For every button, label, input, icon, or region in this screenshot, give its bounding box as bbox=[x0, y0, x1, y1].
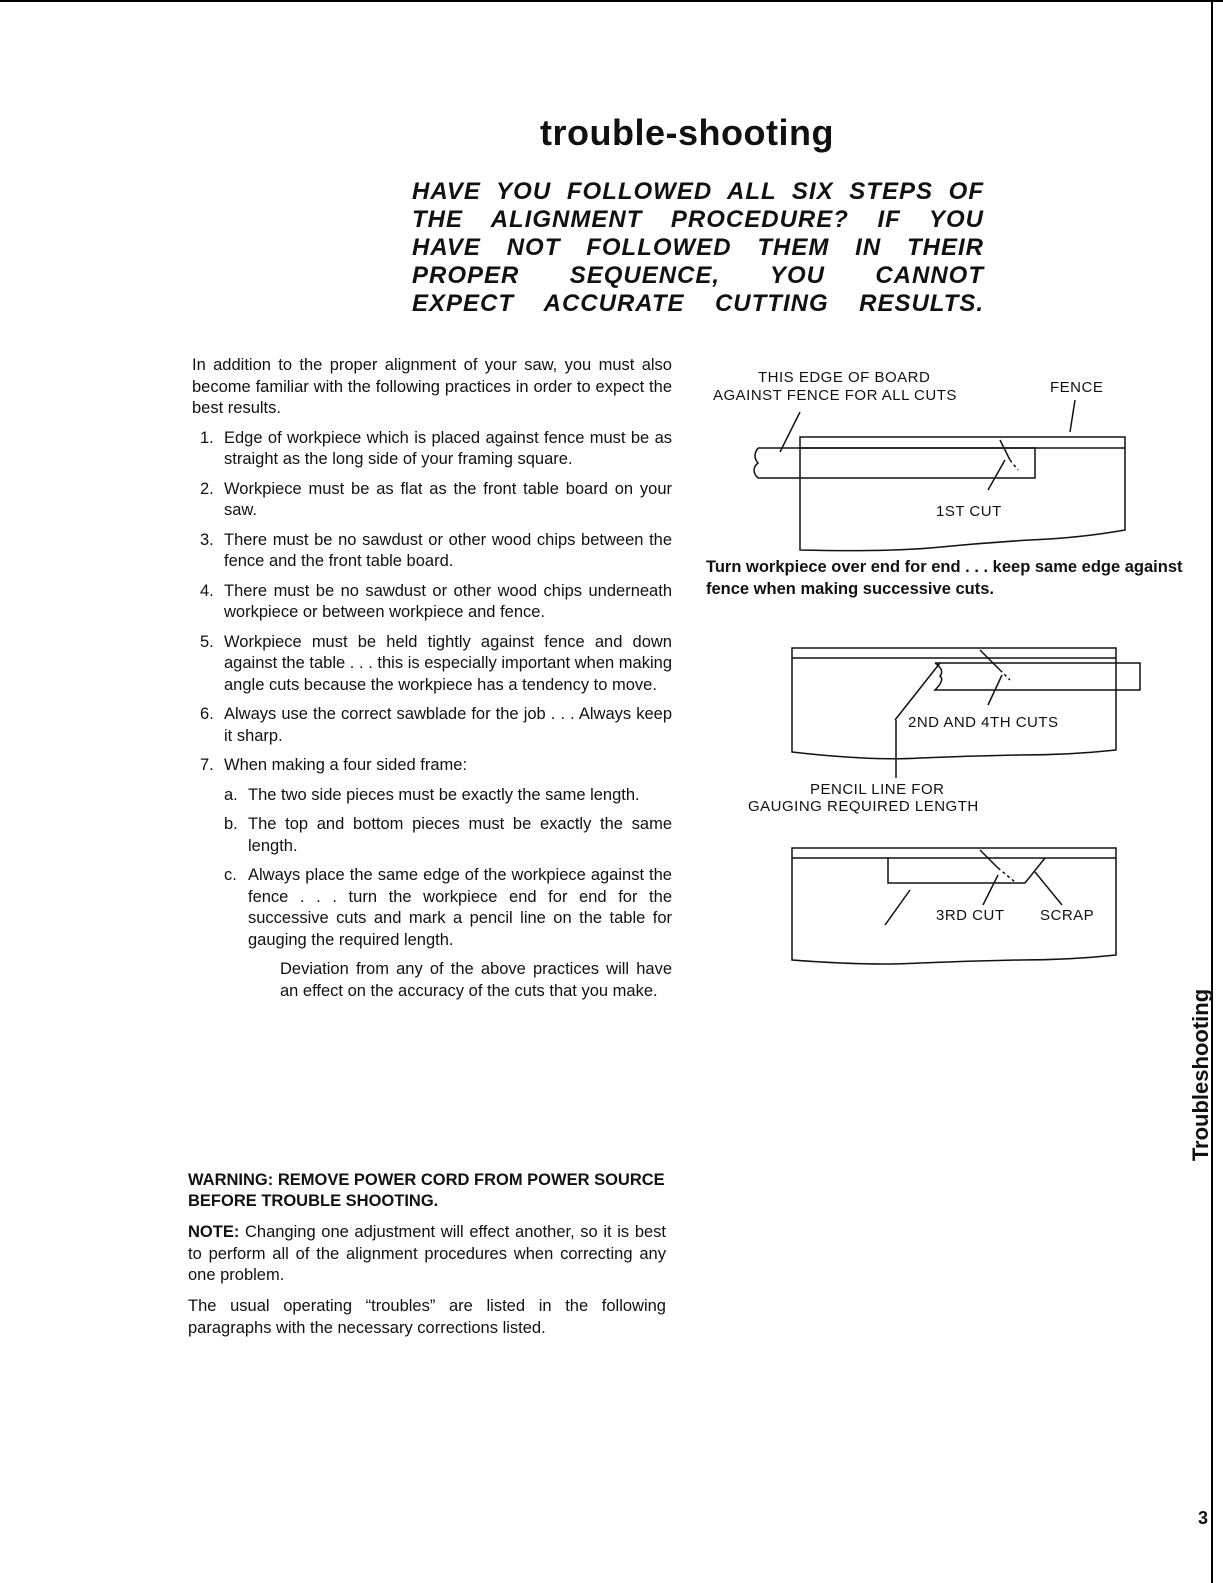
list-item bbox=[192, 632, 672, 697]
note-text: Changing one adjustment will effect another, so it is best to perform all of the alignment procedures when correcting any one problem. bbox=[188, 1223, 666, 1284]
diagram-label: THIS EDGE OF BOARD bbox=[758, 369, 931, 386]
list-item bbox=[192, 530, 672, 573]
list-item bbox=[192, 581, 672, 624]
item-number: 4. bbox=[200, 581, 214, 600]
sub-item-letter: a. bbox=[224, 785, 238, 804]
cut-leader bbox=[988, 460, 1005, 490]
note-paragraph bbox=[188, 1222, 666, 1287]
item-number: 1. bbox=[200, 428, 214, 447]
intro-line: EXPECT ACCURATE CUTTING RESULTS. bbox=[412, 290, 984, 317]
warning-text: WARNING: REMOVE POWER CORD FROM POWER SOURCE BEFORE TROUBLE SHOOTING. bbox=[188, 1171, 665, 1210]
sub-list-item bbox=[224, 814, 672, 857]
sub-item-letter: b. bbox=[224, 815, 238, 833]
scrap-label: SCRAP bbox=[1040, 907, 1095, 924]
blade-mark bbox=[980, 650, 1000, 670]
section-tab bbox=[1184, 988, 1218, 1162]
item-number: 2. bbox=[200, 479, 214, 498]
sub-list-item bbox=[224, 785, 672, 807]
fence-label: FENCE bbox=[1050, 379, 1104, 396]
scrap-leader bbox=[1035, 872, 1062, 905]
intro-line: THE ALIGNMENT PROCEDURE? IF YOU bbox=[412, 206, 984, 233]
sub-item-text: The top and bottom pieces must be exactly the same length. bbox=[248, 815, 672, 855]
list-item bbox=[192, 755, 672, 1002]
angle-line bbox=[885, 890, 910, 925]
sub-item-letter: c. bbox=[224, 866, 237, 884]
page-title: trouble-shooting bbox=[540, 112, 834, 153]
sub-list-item bbox=[224, 865, 672, 951]
table-outline bbox=[800, 437, 1125, 551]
item-text: There must be no sawdust or other wood chips between the fence and the front table board. bbox=[224, 530, 672, 570]
blade-mark bbox=[980, 850, 998, 868]
cut-label: 2ND AND 4TH CUTS bbox=[908, 714, 1059, 731]
cutting-diagrams bbox=[700, 360, 1200, 980]
item-number: 6. bbox=[200, 705, 214, 723]
usual-troubles-paragraph: The usual operating “troubles” are listed in the following paragraphs with the necessary corrections listed. bbox=[188, 1297, 666, 1337]
intro-line: PROPER SEQUENCE, YOU CANNOT bbox=[412, 262, 984, 289]
blade-mark bbox=[998, 868, 1015, 882]
blade-mark bbox=[1010, 460, 1018, 470]
blade-mark bbox=[1000, 440, 1010, 460]
intro-warning bbox=[412, 178, 984, 318]
item-text: Always use the correct sawblade for the job . . . Always keep it sharp. bbox=[224, 705, 672, 745]
table-outline bbox=[792, 648, 1116, 759]
diagram-first-cut bbox=[754, 400, 1125, 551]
page-right-rule bbox=[1211, 0, 1213, 1583]
lead-paragraph: In addition to the proper alignment of your saw, you must also become familiar with the following practices in order to expect the best results. bbox=[192, 356, 672, 417]
workpiece bbox=[935, 663, 1140, 690]
sub-item-text: Always place the same edge of the workpiece against the fence . . . turn the workpiece end for end for the successive cuts and mark a pencil line on the table for gauging the required length. bbox=[248, 866, 672, 949]
table-outline bbox=[792, 848, 1116, 964]
cut-label: 1ST CUT bbox=[936, 503, 1002, 520]
intro-line: HAVE YOU FOLLOWED ALL SIX STEPS OF bbox=[412, 178, 984, 205]
section-tab-label: Troubleshooting bbox=[1188, 988, 1214, 1162]
frame-sublist bbox=[224, 785, 672, 952]
practices-list bbox=[192, 428, 672, 1003]
item-number: 5. bbox=[200, 632, 214, 651]
angle-line bbox=[895, 663, 940, 720]
pencil-label: GAUGING REQUIRED LENGTH bbox=[748, 798, 979, 815]
intro-line: HAVE NOT FOLLOWED THEM IN THEIR bbox=[412, 234, 984, 261]
item-text: Edge of workpiece which is placed against fence must be as straight as the long side of your framing square. bbox=[224, 428, 672, 468]
list-item bbox=[192, 479, 672, 522]
practices-section bbox=[192, 355, 672, 1010]
page-number: 3 bbox=[1198, 1508, 1209, 1528]
list-item bbox=[192, 704, 672, 747]
cut-label: 3RD CUT bbox=[936, 907, 1005, 924]
note-label: NOTE: bbox=[188, 1223, 240, 1241]
diagram-label: AGAINST FENCE FOR ALL CUTS bbox=[713, 387, 957, 404]
diagram-third-cut bbox=[792, 848, 1116, 964]
item-text: There must be no sawdust or other wood chips underneath workpiece or between workpiece and fence. bbox=[224, 581, 672, 621]
deviation-paragraph: Deviation from any of the above practices will have an effect on the accuracy of the cuts that you make. bbox=[280, 960, 672, 1000]
list-item bbox=[192, 428, 672, 471]
page-top-rule bbox=[0, 0, 1223, 2]
sub-item-text: The two side pieces must be exactly the same length. bbox=[248, 785, 640, 804]
edge-leader bbox=[780, 412, 800, 452]
diagram-second-cut bbox=[792, 648, 1140, 778]
item-text: Workpiece must be held tightly against fence and down against the table . . . this is especially important when making angle cuts because the workpiece has a tendency to move. bbox=[224, 632, 672, 694]
item-number: 3. bbox=[200, 530, 214, 549]
item-number: 7. bbox=[200, 756, 214, 774]
item-text: Workpiece must be as flat as the front table board on your saw. bbox=[224, 479, 672, 519]
item-text: When making a four sided frame: bbox=[224, 756, 468, 774]
pencil-label: PENCIL LINE FOR bbox=[810, 781, 945, 798]
fence-leader bbox=[1070, 400, 1075, 432]
diagram-caption: Turn workpiece over end for end . . . keep same edge against fence when making successive cuts. bbox=[706, 558, 1183, 598]
cut-leader bbox=[983, 875, 998, 905]
workpiece-remainder bbox=[888, 858, 1045, 883]
workpiece bbox=[754, 448, 1035, 478]
